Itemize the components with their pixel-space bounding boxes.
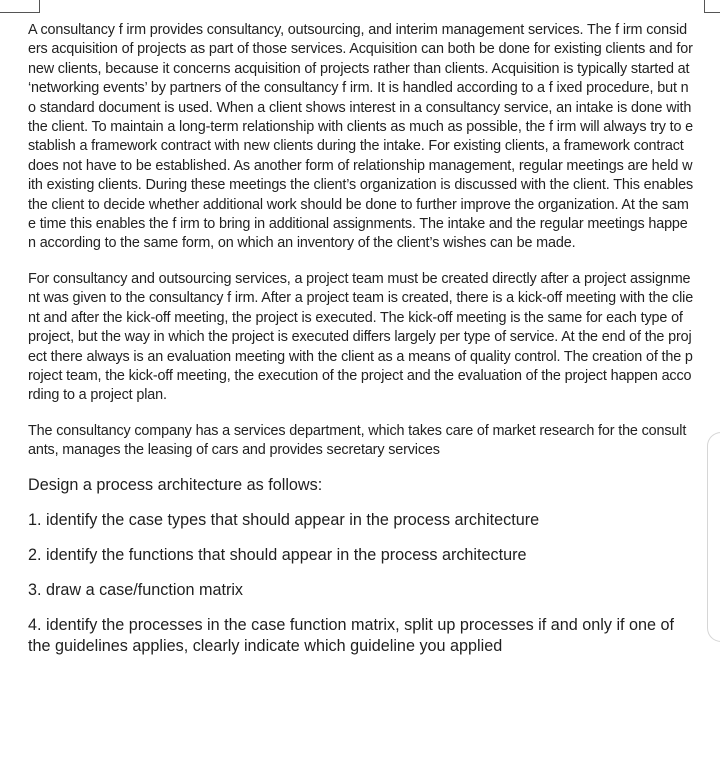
question-heading: Design a process architecture as follows: — [28, 475, 323, 494]
crop-mark-left-horizontal — [0, 12, 40, 13]
crop-mark-right-horizontal — [704, 12, 720, 13]
question-item-4: 4. identify the processes in the case function matrix, split up processes if and only if one of the guidelines applies, clearly indicate which guideline you applied — [28, 615, 675, 655]
case-description-paragraph-1: A consultancy f irm provides consultancy, outsourcing, and interim management services. The f irm considers acquisition of projects as part of those services. Acquisition can both be done for existing clients and for new clients, because it concerns acquisition of projects rather than clients. Acquisition is typically started at ‘networking events’ by partners of the consultancy f irm. It is handled according to a f ixed procedure, but no standard document is used. When a client shows interest in a consultancy service, an intake is done with the client. To maintain a long-term relationship with clients as much as possible, the f irm will always try to establish a framework contract with new clients during the intake. For existing clients, a framework contract does not have to be established. As another form of relationship management, regular meetings are held with existing clients. During these meetings the client’s organization is discussed with the client. This enables the client to decide whether additional work should be done to further improve the organization. At the same time this enables the f irm to bring in additional assignments. The intake and the regular meetings happen according to the same form, on which an inventory of the client’s wishes can be made. — [28, 22, 694, 252]
crop-mark-left-vertical — [39, 0, 40, 12]
question-item-3: 3. draw a case/function matrix — [28, 580, 244, 599]
question-item-2: 2. identify the functions that should appear in the process architecture — [28, 545, 527, 564]
case-description-paragraph-2: For consultancy and outsourcing services, a project team must be created directly after a project assignment was given to the consultancy f irm. After a project team is created, there is a kick-off meeting with the client and after the kick-off meeting, the project is executed. The kick-off meeting is the same for each type of project, but the way in which the project is executed differs largely per type of service. At the end of the project there always is an evaluation meeting with the client as a means of quality control. The creation of the project team, the kick-off meeting, the execution of the project and the evaluation of the project happen according to a project plan. — [28, 270, 694, 404]
question-item-1: 1. identify the case types that should appear in the process architecture — [28, 510, 540, 529]
document-page — [28, 21, 694, 657]
side-panel-handle[interactable] — [707, 432, 720, 642]
case-description-paragraph-3: The consultancy company has a services department, which takes care of market research for the consultants, manages the leasing of cars and provides secretary services — [28, 422, 687, 459]
crop-mark-right-vertical — [704, 0, 705, 12]
